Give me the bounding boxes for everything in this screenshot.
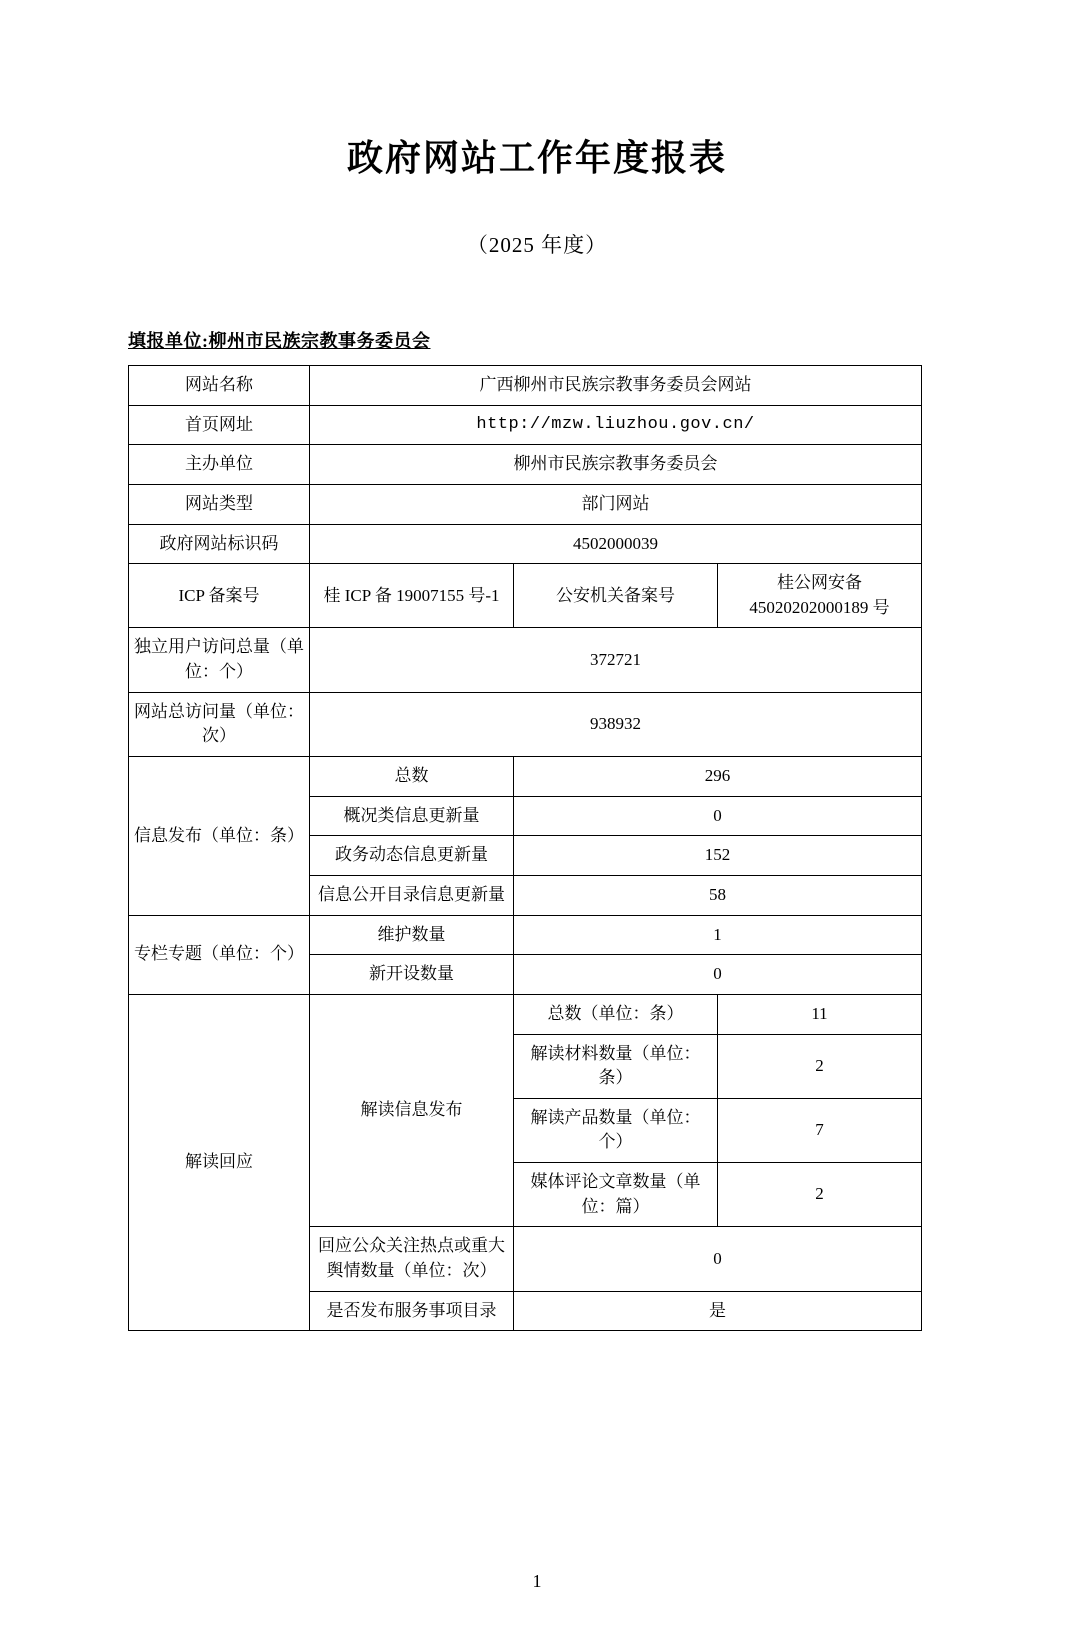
info-publish-item-name: 信息公开目录信息更新量 — [310, 875, 514, 915]
police-record-value: 桂公网安备 45020202000189 号 — [718, 564, 922, 628]
site-name-value: 广西柳州市民族宗教事务委员会网站 — [310, 366, 922, 406]
interpretation-release-label: 解读信息发布 — [310, 994, 514, 1226]
interpretation-item-value: 2 — [718, 1034, 922, 1098]
service-catalog-value: 是 — [514, 1291, 922, 1331]
homepage-value: http://mzw.liuzhou.gov.cn/ — [310, 405, 922, 445]
page-title: 政府网站工作年度报表 — [346, 138, 727, 179]
info-publish-item-value: 58 — [514, 875, 922, 915]
info-publish-item-name: 概况类信息更新量 — [310, 796, 514, 836]
table-row — [129, 484, 922, 524]
police-record-label: 公安机关备案号 — [514, 564, 718, 628]
info-publish-item-value: 152 — [514, 836, 922, 876]
unique-users-label: 独立用户访问总量（单位：个） — [129, 628, 310, 692]
column-topic-item-value: 0 — [514, 955, 922, 995]
response-hotspot-label: 回应公众关注热点或重大舆情数量（单位：次） — [310, 1227, 514, 1291]
table-row — [129, 915, 922, 955]
site-type-value: 部门网站 — [310, 484, 922, 524]
icp-label: ICP 备案号 — [129, 564, 310, 628]
interpretation-item-value: 2 — [718, 1163, 922, 1227]
interpretation-item-name: 解读产品数量（单位：个） — [514, 1098, 718, 1162]
interpretation-item-name: 媒体评论文章数量（单位：篇） — [514, 1163, 718, 1227]
annual-report-table — [128, 365, 922, 1331]
document-page — [0, 130, 1074, 1650]
table-row — [129, 628, 922, 692]
response-hotspot-value: 0 — [514, 1227, 922, 1291]
info-publish-label: 信息发布（单位：条） — [129, 757, 310, 916]
service-catalog-label: 是否发布服务事项目录 — [310, 1291, 514, 1331]
interpretation-item-name: 总数（单位：条） — [514, 994, 718, 1034]
table-row — [129, 994, 922, 1034]
table-row — [129, 405, 922, 445]
table-row — [129, 692, 922, 756]
column-topic-item-name: 维护数量 — [310, 915, 514, 955]
table-row — [129, 564, 922, 628]
site-name-label: 网站名称 — [129, 366, 310, 406]
sponsor-label: 主办单位 — [129, 445, 310, 485]
homepage-label: 首页网址 — [129, 405, 310, 445]
page-subtitle: （2025 年度） — [466, 233, 608, 257]
report-unit-line: 填报单位:柳州市民族宗教事务委员会 — [128, 331, 431, 351]
total-visits-label: 网站总访问量（单位：次） — [129, 692, 310, 756]
info-publish-item-name: 总数 — [310, 757, 514, 797]
icp-value: 桂 ICP 备 19007155 号-1 — [310, 564, 514, 628]
interpretation-item-name: 解读材料数量（单位：条） — [514, 1034, 718, 1098]
column-topic-label: 专栏专题（单位：个） — [129, 915, 310, 994]
sponsor-value: 柳州市民族宗教事务委员会 — [310, 445, 922, 485]
interpretation-label: 解读回应 — [129, 994, 310, 1330]
unique-users-value: 372721 — [310, 628, 922, 692]
table-row — [129, 445, 922, 485]
site-code-value: 4502000039 — [310, 524, 922, 564]
site-type-label: 网站类型 — [129, 484, 310, 524]
total-visits-value: 938932 — [310, 692, 922, 756]
table-row — [129, 366, 922, 406]
page-number: 1 — [532, 1571, 542, 1591]
site-code-label: 政府网站标识码 — [129, 524, 310, 564]
interpretation-item-value: 7 — [718, 1098, 922, 1162]
column-topic-item-name: 新开设数量 — [310, 955, 514, 995]
table-row — [129, 524, 922, 564]
info-publish-item-value: 0 — [514, 796, 922, 836]
info-publish-item-value: 296 — [514, 757, 922, 797]
column-topic-item-value: 1 — [514, 915, 922, 955]
interpretation-item-value: 11 — [718, 994, 922, 1034]
table-row — [129, 757, 922, 797]
info-publish-item-name: 政务动态信息更新量 — [310, 836, 514, 876]
